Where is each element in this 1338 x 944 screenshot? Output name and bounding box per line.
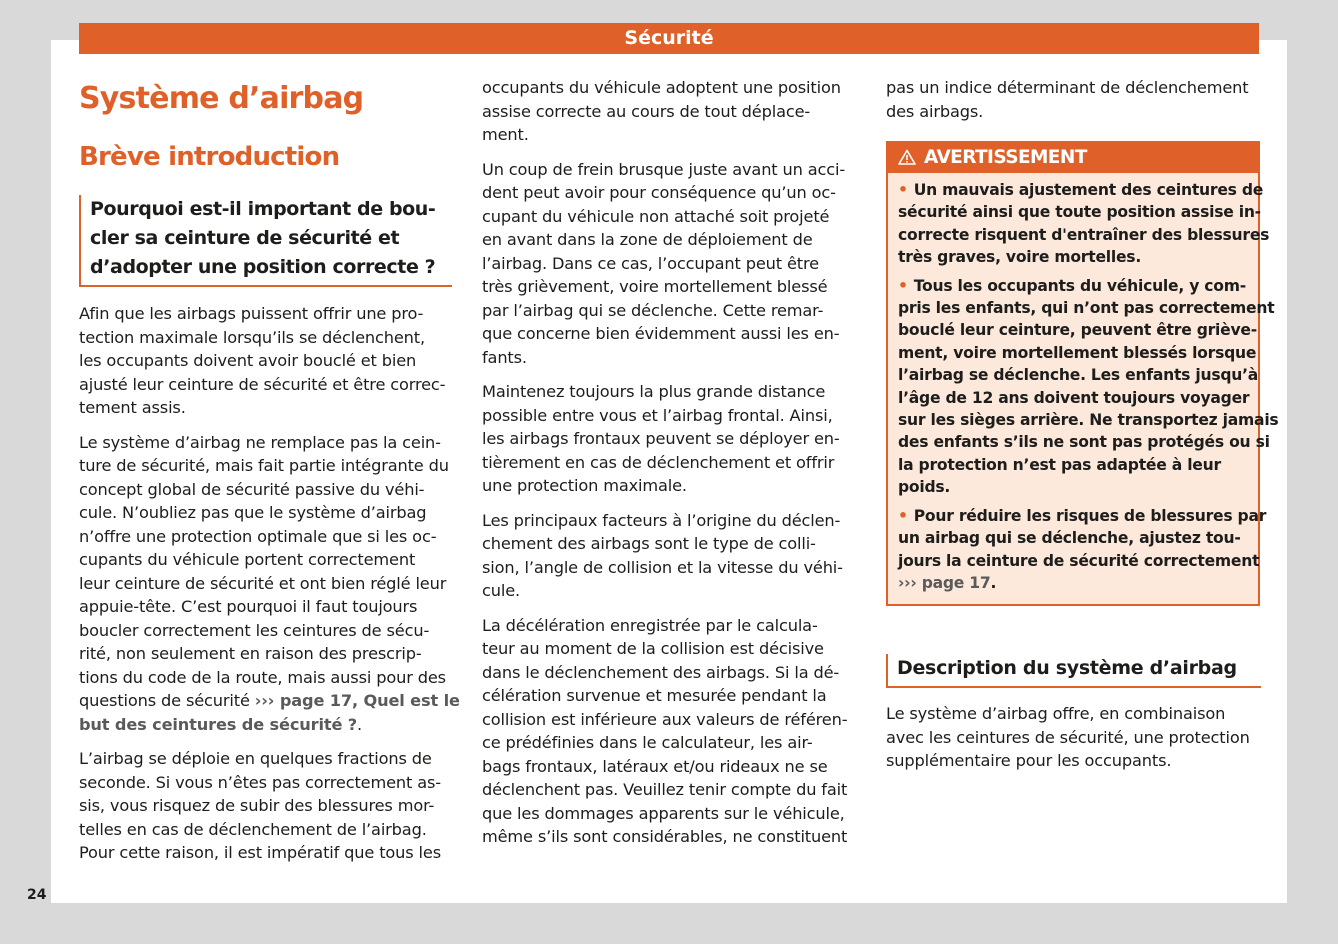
warning-item	[898, 275, 1279, 499]
text-line: boucler correctement les ceintures de sécu-	[79, 620, 430, 640]
text-line: l’âge de 12 ans doivent toujours voyager	[898, 388, 1250, 407]
text-line: cupant du véhicule non attaché soit projeté	[482, 206, 830, 226]
question-heading	[79, 195, 452, 287]
text-line: poids.	[898, 478, 951, 497]
text-line: dans le déclenchement des airbags. Si la dé-	[482, 662, 840, 682]
column-3	[886, 76, 1279, 784]
paragraph	[886, 76, 1261, 123]
bullet-icon: •	[898, 506, 908, 525]
text-line: Un coup de frein brusque juste avant un acci-	[482, 159, 846, 179]
text-line: cule. N’oubliez pas que le système d’airbag	[79, 503, 427, 522]
text-line	[79, 689, 460, 713]
text: Tous les occupants du véhicule, y com-	[913, 276, 1246, 295]
text: Un mauvais ajustement des ceintures de	[913, 181, 1264, 199]
text: Pour réduire les risques de blessures par	[913, 506, 1267, 525]
column-1	[79, 76, 460, 876]
text-line: la protection n’est pas adaptée à leur	[898, 455, 1221, 474]
paragraph	[79, 747, 454, 865]
text-line: Afin que les airbags puissent offrir une pro-	[79, 304, 424, 323]
text-line: tement assis.	[79, 398, 186, 417]
text-line: sécurité ainsi que toute position assise in-	[898, 203, 1261, 222]
text-line: l’airbag se déclenche. Les enfants jusqu’à	[898, 366, 1259, 385]
cross-reference-link[interactable]: ››› page 17, Quel est le	[254, 691, 460, 710]
warning-box	[886, 141, 1279, 606]
warning-body	[888, 173, 1279, 604]
text-line: concept global de sécurité passive du véhi-	[79, 479, 425, 499]
cross-reference-link[interactable]: ››› page 17	[898, 573, 991, 592]
text-line: Maintenez toujours la plus grande distance	[482, 382, 826, 401]
text-line: appuie-tête. C’est pourquoi il faut toujours	[79, 597, 418, 616]
text-line: pas un indice déterminant de déclenchement	[886, 78, 1249, 97]
text-line: sion, l’angle de collision et la vitesse du véhi-	[482, 557, 843, 577]
text-line: Le système d’airbag offre, en combinaison	[886, 704, 1226, 724]
text-line: sis, vous risquez de subir des blessures mor-	[79, 796, 435, 815]
text-line: très graves, voire mortelles.	[898, 248, 1142, 267]
warning-triangle-icon	[898, 143, 916, 173]
paragraph	[79, 302, 454, 420]
text-line: rité, non seulement en raison des prescrip-	[79, 644, 422, 663]
text-line	[898, 572, 1248, 594]
text-line: Le système d’airbag ne remplace pas la cein-	[79, 432, 441, 452]
bullet-icon: •	[898, 276, 908, 295]
text-line: cule.	[482, 581, 521, 600]
text-line: Les principaux facteurs à l’origine du déclen-	[482, 510, 841, 530]
text-line: jours la ceinture de sécurité correctement	[898, 551, 1260, 570]
paragraph	[886, 702, 1261, 773]
text-line: assise correcte au cours de tout déplace-	[482, 101, 811, 121]
text-line: l’airbag. Dans ce cas, l’occupant peut être	[482, 253, 819, 273]
column-2	[482, 76, 857, 860]
text-line: ture de sécurité, mais fait partie intégrante du	[79, 456, 449, 475]
text-line: Pour cette raison, il est impératif que tous les	[79, 843, 441, 862]
text-line: chement des airbags sont le type de colli-	[482, 534, 816, 553]
text: .	[357, 714, 363, 734]
page-subtitle: Brève introduction	[79, 142, 340, 172]
text-line: seconde. Si vous n’êtes pas correctement as-	[79, 772, 441, 792]
text-line: ment, voire mortellement blessés lorsque	[898, 343, 1257, 362]
paragraph	[482, 509, 857, 603]
text-line: tions du code de la route, mais aussi pour des	[79, 667, 446, 687]
text-line: bags frontaux, latéraux et/ou rideaux ne se	[482, 756, 828, 776]
text-line: supplémentaire pour les occupants.	[886, 751, 1172, 771]
text-line: telles en cas de déclenchement de l’airbag.	[79, 819, 427, 839]
text-line: fants.	[482, 347, 527, 367]
warning-title: AVERTISSEMENT	[924, 147, 1087, 168]
bullet-icon: •	[898, 181, 908, 199]
text-line: que les dommages apparents sur le véhicule,	[482, 803, 845, 823]
text-line: dent peut avoir pour conséquence qu’un oc-	[482, 183, 836, 202]
text-line: même s’ils sont considérables, ne constituent	[482, 827, 848, 846]
text-line: collision est inférieure aux valeurs de référen-	[482, 709, 848, 729]
paragraph	[482, 158, 857, 370]
text-line: des enfants s’ils ne sont pas protégés ou si	[898, 433, 1270, 452]
text-line: ment.	[482, 125, 529, 144]
text-line: en avant dans la zone de déploiement de	[482, 230, 813, 249]
text-line: tection maximale lorsqu’ils se déclenchent,	[79, 327, 425, 347]
section-header-bar: Sécurité	[79, 23, 1259, 54]
heading-line: Pourquoi est-il important de bou-	[90, 198, 436, 220]
text-line: n’offre une protection optimale que si les oc-	[79, 526, 437, 546]
paragraph	[482, 380, 857, 498]
heading-line: d’adopter une position correcte ?	[90, 256, 436, 278]
warning-item	[898, 505, 1267, 595]
text-line: une protection maximale.	[482, 476, 687, 495]
text-line	[898, 275, 1248, 297]
text-line: La décélération enregistrée par le calcula-	[482, 615, 818, 635]
text-line	[898, 505, 1267, 527]
text-line: bouclé leur ceinture, peuvent être griève-	[898, 321, 1257, 340]
paragraph	[482, 76, 857, 147]
text-line	[79, 713, 454, 737]
text-line: leur ceinture de sécurité et ont bien réglé leur	[79, 573, 447, 593]
section-heading: Description du système d’airbag	[886, 654, 1261, 688]
text-line: que concerne bien évidemment aussi les en-	[482, 324, 840, 343]
text: questions de sécurité	[79, 691, 255, 710]
text-line: possible entre vous et l’airbag frontal. Ainsi,	[482, 405, 833, 425]
text-line: ce prédéfinies dans le calculateur, les air-	[482, 733, 813, 752]
text-line: tièrement en cas de déclenchement et offrir	[482, 452, 835, 472]
text-line: un airbag qui se déclenche, ajustez tou-	[898, 529, 1241, 548]
text-line: teur au moment de la collision est décisive	[482, 639, 824, 658]
page-title: Système d’airbag	[79, 81, 364, 116]
text-line: les occupants doivent avoir bouclé et bien	[79, 351, 417, 370]
text: .	[990, 573, 997, 592]
text-line: des airbags.	[886, 101, 984, 121]
warning-item	[898, 179, 1270, 269]
warning-header	[888, 143, 1258, 173]
text-line: célération survenue et mesurée pendant la	[482, 686, 827, 705]
text-line	[898, 179, 1264, 201]
paragraph	[79, 431, 460, 737]
text-line: occupants du véhicule adoptent une position	[482, 78, 841, 97]
heading-line: cler sa ceinture de sécurité et	[90, 227, 400, 249]
cross-reference-link[interactable]: but des ceintures de sécurité ?	[79, 714, 358, 734]
text-line: L’airbag se déploie en quelques fractions de	[79, 749, 432, 768]
text-line: les airbags frontaux peuvent se déployer en-	[482, 429, 840, 448]
text-line: cupants du véhicule portent correctement	[79, 550, 416, 569]
text-line: ajusté leur ceinture de sécurité et être correc-	[79, 374, 446, 394]
text-line: avec les ceintures de sécurité, une protection	[886, 727, 1250, 747]
text-line: par l’airbag qui se déclenche. Cette remar-	[482, 300, 824, 320]
text-line: sur les sièges arrière. Ne transportez jamais	[898, 411, 1279, 430]
text-line: correcte risquent d'entraîner des blessures	[898, 225, 1270, 244]
text-line: très grièvement, voire mortellement blessé	[482, 277, 828, 296]
page-number: 24	[27, 887, 47, 903]
text-line: déclenchent pas. Veuillez tenir compte du fait	[482, 780, 848, 799]
text-line: pris les enfants, qui n’ont pas correctement	[898, 299, 1275, 318]
paragraph	[482, 614, 857, 849]
